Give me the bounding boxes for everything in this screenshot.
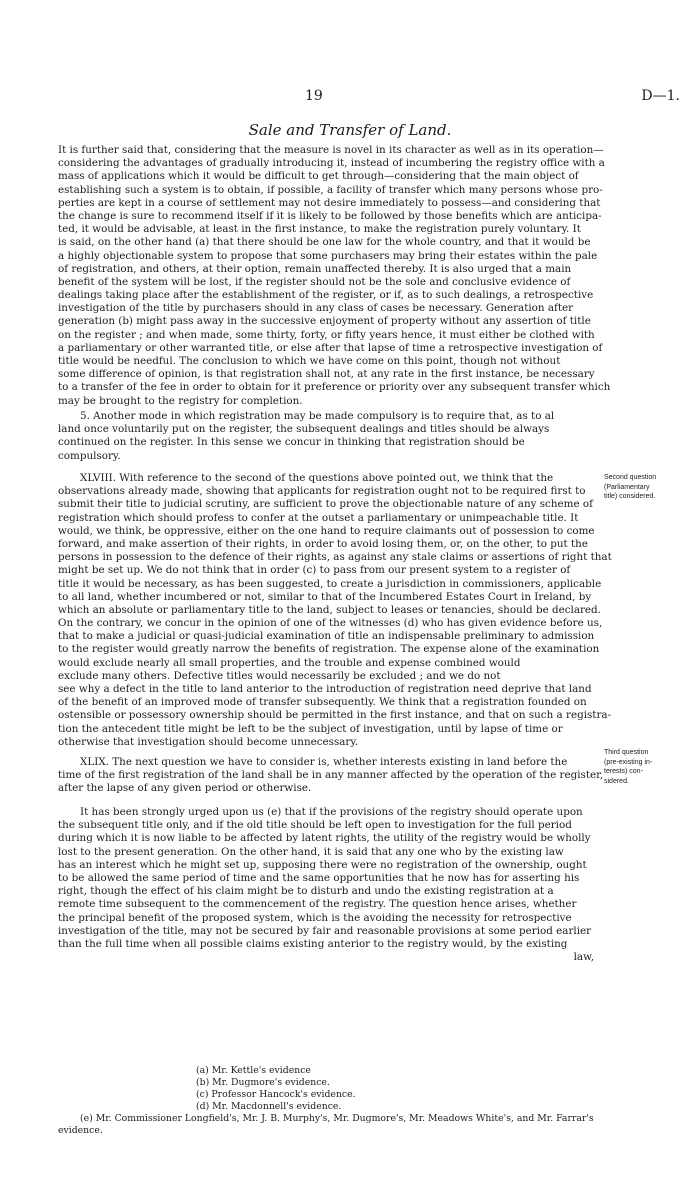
section-title: Sale and Transfer of Land. bbox=[248, 121, 452, 139]
paragraph-xlix bbox=[58, 756, 604, 796]
paragraph-text bbox=[58, 756, 604, 796]
text-line: lost to the present generation. On the other hand, it is said that any one who by the existing law bbox=[58, 845, 564, 858]
text-line: land once voluntarily put on the register, the subsequent dealings and titles should be always bbox=[58, 423, 550, 436]
paragraph-5 bbox=[58, 806, 594, 964]
text-line: to be allowed the same period of time and the same opportunities that he now has for asserting his bbox=[58, 871, 580, 884]
text-line: XLVIII. With reference to the second of the questions above pointed out, we think that the bbox=[80, 472, 554, 484]
paragraph-text bbox=[58, 472, 612, 749]
text-line: mass of applications which it would be difficult to get through—considering that the main object of bbox=[58, 170, 579, 183]
text-line: to the register would greatly narrow the benefits of registration. The expense alone of the examination bbox=[58, 643, 600, 656]
text-line: law, bbox=[573, 951, 594, 964]
page-number: 19 bbox=[305, 88, 323, 104]
footnotes bbox=[58, 1065, 594, 1137]
paragraph-2 bbox=[58, 410, 594, 463]
document-reference: D—1. bbox=[641, 88, 680, 104]
text-line: that to make a judicial or quasi-judicial examination of title an indispensable preliminary to admission bbox=[58, 630, 595, 643]
text-line: title would be needful. The conclusion to which we have come on this point, though not without bbox=[58, 355, 561, 367]
text-line: persons in possession to the defence of their rights, as against any stale claims or assertions of right that bbox=[58, 551, 612, 564]
text-line: than the full time when all possible claims existing anterior to the registry would, by the existing bbox=[58, 937, 568, 950]
margin-note-line: sidered. bbox=[604, 777, 629, 785]
text-line: compulsory. bbox=[58, 449, 121, 462]
paragraph-xlviii bbox=[58, 472, 612, 749]
text-line: is said, on the other hand (a) that there should be one law for the whole country, and that it would be bbox=[58, 236, 591, 249]
margin-note-line: Second question bbox=[604, 474, 657, 481]
text-line: to a transfer of the fee in order to obtain for it preference or priority over any subsequent transfer which bbox=[58, 381, 611, 394]
text-line: investigation of the title, may not be secured by fair and reasonable provisions at some period earlier bbox=[58, 924, 592, 937]
margin-note-line: (Parliamentary bbox=[604, 483, 650, 491]
text-line: 5. Another mode in which registration may be made compulsory is to require that, as to al bbox=[80, 410, 555, 422]
text-line: On the contrary, we concur in the opinion of one of the witnesses (d) who has given evidence before us, bbox=[58, 617, 603, 630]
text-line: ted, it would be advisable, at least in the first instance, to make the registration purely voluntary. It bbox=[58, 223, 581, 236]
text-line: some difference of opinion, is that registration shall not, at any rate in the first instance, be necessary bbox=[58, 368, 595, 381]
text-line: forward, and make assertion of their rights, in order to avoid losing them, or, on the other, to put the bbox=[58, 537, 588, 550]
text-line: might be set up. We do not think that in order (c) to pass from our present system to a register of bbox=[58, 564, 571, 577]
text-line: perties are kept in a course of settlement may not desire immediately to possess—and considering that bbox=[58, 196, 601, 209]
margin-note-second-question bbox=[604, 473, 696, 502]
text-line: continued on the register. In this sense we concur in thinking that registration should be bbox=[58, 436, 525, 449]
text-line: to all land, whether incumbered or not, similar to that of the Incumbered Estates Court in Ireland, by bbox=[58, 590, 592, 603]
text-line: exclude many others. Defective titles would necessarily be excluded ; and we do not bbox=[58, 669, 501, 682]
text-line: dealings taking place after the establishment of the register, or if, as to such dealings, a retrospective bbox=[58, 289, 594, 302]
text-line: which an absolute or parliamentary title to the land, subject to leases or tenancies, should be declared. bbox=[58, 603, 601, 616]
text-line: observations already made, showing that applicants for registration ought not to be required first to bbox=[58, 485, 586, 498]
footnote: evidence. bbox=[58, 1125, 103, 1136]
paragraph-1 bbox=[58, 144, 611, 408]
text-line: during which it is now liable to be affected by latent rights, the utility of the registry would be wholly bbox=[58, 832, 591, 845]
text-line: registration which should profess to confer at the outset a parliamentary or unimpeachable title. It bbox=[58, 511, 579, 524]
text-line: establishing such a system is to obtain, if possible, a facility of transfer which many persons whose pro- bbox=[58, 183, 603, 196]
footnote: (e) Mr. Commissioner Longfield's, Mr. J. B. Murphy's, Mr. Dugmore's, Mr. Meadows White's, and Mr. Farrar's bbox=[80, 1113, 594, 1124]
text-line: would exclude nearly all small properties, and the trouble and expense combined would bbox=[58, 656, 521, 669]
margin-note-line: terests) con- bbox=[604, 768, 643, 775]
text-line: has an interest which he might set up, supposing there were no registration of the ownership, ought bbox=[58, 858, 587, 871]
text-line: It is further said that, considering that the measure is novel in its character as well as in its operation— bbox=[58, 144, 604, 156]
text-line: may be brought to the registry for completion. bbox=[58, 394, 303, 407]
text-line: investigation of the title by purchasers should in any class of cases be necessary. Generation after bbox=[58, 302, 574, 315]
text-line: benefit of the system will be lost, if the register should not be the sole and conclusive evidence of bbox=[58, 275, 571, 288]
text-line: after the lapse of any given period or otherwise. bbox=[58, 782, 312, 795]
text-line: would, we think, be oppressive, either on the one hand to require claimants out of possession to come bbox=[58, 524, 595, 537]
footnote: (c) Professor Hancock's evidence. bbox=[196, 1089, 356, 1100]
text-line: It has been strongly urged upon us (e) that if the provisions of the registry should operate upon bbox=[80, 806, 583, 818]
margin-note-line: (pre-existing in- bbox=[604, 758, 653, 766]
text-line: time of the first registration of the land shall be in any manner affected by the operation of the register, bbox=[58, 769, 604, 782]
text-line: submit their title to judicial scrutiny, are sufficient to prove the objectionable nature of any scheme of bbox=[58, 498, 593, 511]
text-line: tion the antecedent title might be left to be the subject of investigation, until by lapse of time or bbox=[58, 722, 563, 735]
text-line: remote time subsequent to the commencement of the registry. The question hence arises, whether bbox=[58, 898, 577, 911]
text-line: considering the advantages of gradually introducing it, instead of incumbering the registry office with a bbox=[58, 157, 605, 170]
margin-note-line: Third question bbox=[604, 749, 649, 756]
text-line: the change is sure to recommend itself if it is likely to be followed by those benefits which are anticipa- bbox=[58, 209, 602, 222]
text-line: title it would be necessary, as has been suggested, to create a jurisdiction in commissioners, applicable bbox=[58, 577, 602, 590]
margin-note-line: title) considered. bbox=[604, 493, 656, 500]
text-line: otherwise that investigation should become unnecessary. bbox=[58, 735, 359, 748]
text-line: generation (b) might pass away in the successive enjoyment of property without any assertion of title bbox=[58, 315, 591, 328]
text-line: a parliamentary or other warranted title, or else after that lapse of time a retrospective investigation of bbox=[58, 341, 603, 354]
text-line: a highly objectionable system to propose that some purchasers may bring their estates within the pale bbox=[58, 249, 598, 262]
text-line: on the register ; and when made, some thirty, forty, or fifty years hence, it must either be clothed with bbox=[58, 328, 595, 341]
paragraph-text bbox=[58, 144, 611, 408]
text-line: ostensible or possessory ownership should be permitted in the first instance, and that on such a registra- bbox=[58, 709, 612, 722]
text-line: right, though the effect of his claim might be to disturb and undo the existing registration at a bbox=[58, 885, 554, 898]
paragraph-text bbox=[58, 806, 594, 964]
text-line: the subsequent title only, and if the old title should be left open to investigation for the full period bbox=[58, 819, 572, 832]
text-line: XLIX. The next question we have to consider is, whether interests existing in land before the bbox=[80, 756, 568, 768]
text-line: of the benefit of an improved mode of transfer subsequently. We think that a registration founded on bbox=[58, 696, 587, 709]
text-line: of registration, and others, at their option, remain unaffected thereby. It is also urged that a main bbox=[58, 262, 572, 275]
text-line: the principal benefit of the proposed system, which is the avoiding the necessity for retrospective bbox=[58, 911, 572, 924]
margin-note-third-question bbox=[604, 748, 696, 786]
text-line: see why a defect in the title to land anterior to the introduction of registration need deprive that land bbox=[58, 683, 592, 695]
footnote: (d) Mr. Macdonnell's evidence. bbox=[196, 1101, 342, 1112]
footnote: (a) Mr. Kettle's evidence bbox=[196, 1065, 311, 1076]
paragraph-text bbox=[58, 410, 594, 463]
footnote: (b) Mr. Dugmore's evidence. bbox=[196, 1077, 330, 1088]
